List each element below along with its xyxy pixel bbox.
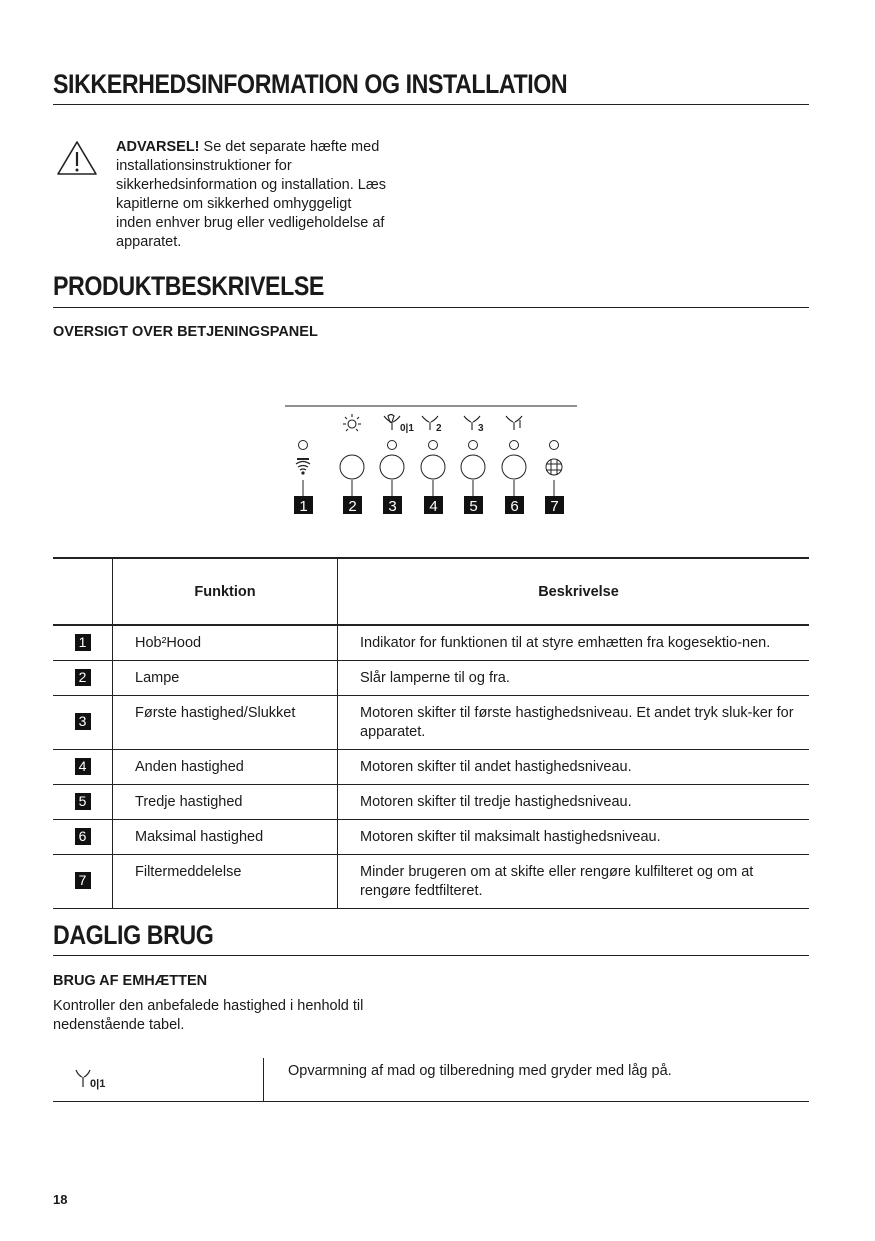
callout-number: 5 [469,498,478,515]
control-buttons [340,455,526,479]
row-description: Minder brugeren om at skifte eller rengøre kulfilteret og om at rengøre fedtfilteret. [360,864,754,899]
callout-number: 2 [348,498,357,515]
row-function: Tredje hastighed [113,785,338,820]
table-row [53,661,809,696]
row-function: Første hastighed/Slukket [113,696,338,750]
fan-max-speed-icon [506,416,522,430]
row-description: Indikator for funktionen til at styre emhætten fra kogesektio-nen. [360,635,771,651]
row-description: Slår lamperne til og fra. [360,670,510,686]
header-number [53,558,113,625]
row-function: Lampe [113,661,338,696]
table-row [53,820,809,855]
callout-number: 7 [550,498,559,515]
warning-text [116,138,386,252]
row-number-badge: 4 [75,758,91,775]
callout-number: 6 [510,498,519,515]
speed-table [53,1058,809,1102]
row-number-badge: 1 [75,634,91,651]
warning-body: Se det separate hæfte med installationsinstruktioner for sikkerhedsinformation og installation. Læs kapitlerne om sikkerhed omhyggeligt inden enhver brug eller vedligeholdelse af apparatet. [116,139,386,250]
fan-speed-1-icon [384,415,400,431]
daily-subtitle: BRUG AF EMHÆTTEN [53,973,208,989]
function-table [53,557,809,909]
table-row [53,855,809,909]
product-section-title: PRODUKTBESKRIVELSE [53,271,324,301]
row-function: Maksimal hastighed [113,820,338,855]
speed-label-01: 0|1 [90,1078,106,1090]
indicator-leds [299,441,559,450]
row-function: Filtermeddelelse [113,855,338,909]
row-number-badge: 6 [75,828,91,845]
header-description: Beskrivelse [538,583,619,600]
table-row [53,1058,809,1102]
table-row [53,625,809,661]
section-rule [53,955,809,956]
warning-triangle-icon [56,140,98,176]
row-number-badge: 5 [75,793,91,810]
panel-subtitle: OVERSIGT OVER BETJENINGSPANEL [53,324,318,340]
speed-label-3: 3 [478,423,484,434]
lamp-icon [343,414,361,431]
warning-label: ADVARSEL! [116,139,200,155]
speed-label-2: 2 [436,423,442,434]
row-function: Hob²Hood [113,625,338,661]
row-number-badge: 3 [75,713,91,730]
row-description: Motoren skifter til tredje hastighedsniveau. [360,794,632,810]
row-description: Motoren skifter til første hastighedsniveau. Et andet tryk sluk-ker for apparatet. [360,705,794,740]
filter-icon [546,459,562,475]
row-number-badge: 7 [75,872,91,889]
table-header-row [53,558,809,625]
control-panel-diagram [280,400,580,518]
safety-section-title: SIKKERHEDSINFORMATION OG INSTALLATION [53,69,568,99]
section-rule [53,307,809,308]
table-row [53,696,809,750]
row-description: Motoren skifter til andet hastighedsniveau. [360,759,632,775]
callout-number: 1 [299,498,308,515]
fan-speed-1-icon [75,1067,115,1091]
table-row [53,785,809,820]
daily-intro: Kontroller den anbefalede hastighed i henhold til nedenstående tabel. [53,998,364,1033]
page-number: 18 [53,1192,68,1207]
daily-section-title: DAGLIG BRUG [53,920,214,950]
callout-number: 3 [388,498,397,515]
row-description: Motoren skifter til maksimalt hastighedsniveau. [360,829,661,845]
section-rule [53,104,809,105]
row-number-badge: 2 [75,669,91,686]
row-function: Anden hastighed [113,750,338,785]
callout-number: 4 [429,498,438,515]
table-row [53,750,809,785]
header-function: Funktion [113,558,338,625]
speed-description: Opvarmning af mad og tilberedning med gryder med låg på. [288,1063,672,1079]
callout-lines [303,480,554,496]
hob2hood-icon [296,459,310,474]
speed-label-01: 0|1 [400,423,414,434]
